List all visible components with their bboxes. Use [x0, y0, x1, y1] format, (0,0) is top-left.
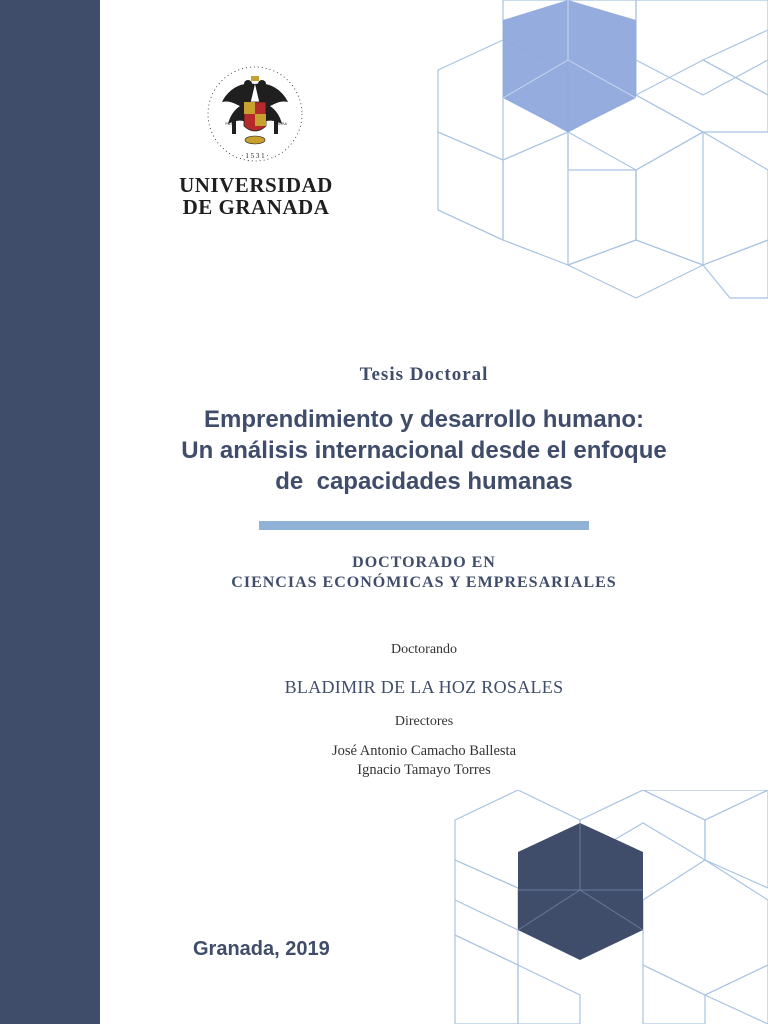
university-name-line1: UNIVERSIDAD	[179, 173, 333, 197]
directores-label: Directores	[394, 714, 454, 729]
hexagon-pattern-top	[430, 0, 768, 300]
svg-text:PLUS: PLUS	[225, 122, 234, 126]
doctorando-name: BLADIMIR DE LA HOZ ROSALES	[284, 677, 564, 697]
thesis-title	[100, 404, 748, 497]
director-name-2: Ignacio Tamayo Torres	[357, 762, 491, 778]
title-line-2: Un análisis internacional desde el enfoque	[181, 437, 667, 464]
university-seal-logo	[200, 64, 310, 164]
title-line-1: Emprendimiento y desarrollo humano:	[203, 406, 645, 433]
place-and-year: Granada, 2019	[193, 938, 330, 960]
title-line-3: de capacidades humanas	[275, 468, 573, 495]
university-name	[150, 174, 362, 218]
hexagon-pattern-bottom	[450, 790, 768, 1024]
doctoral-program	[100, 553, 748, 593]
doctorando-label: Doctorando	[390, 642, 458, 657]
director-name-1: José Antonio Camacho Ballesta	[331, 743, 517, 759]
program-line2: CIENCIAS ECONÓMICAS Y EMPRESARIALES	[231, 574, 617, 591]
filled-hexagon-light	[503, 0, 636, 132]
svg-text:· 1 5 3 1 ·: · 1 5 3 1 ·	[241, 152, 269, 160]
university-name-line2: DE GRANADA	[182, 195, 330, 219]
left-sidebar-band	[0, 0, 100, 1024]
program-line1: DOCTORADO EN	[352, 554, 496, 571]
svg-text:ULTRA: ULTRA	[276, 122, 287, 126]
thesis-type-label: Tesis Doctoral	[359, 364, 489, 385]
title-divider-bar	[259, 521, 589, 530]
